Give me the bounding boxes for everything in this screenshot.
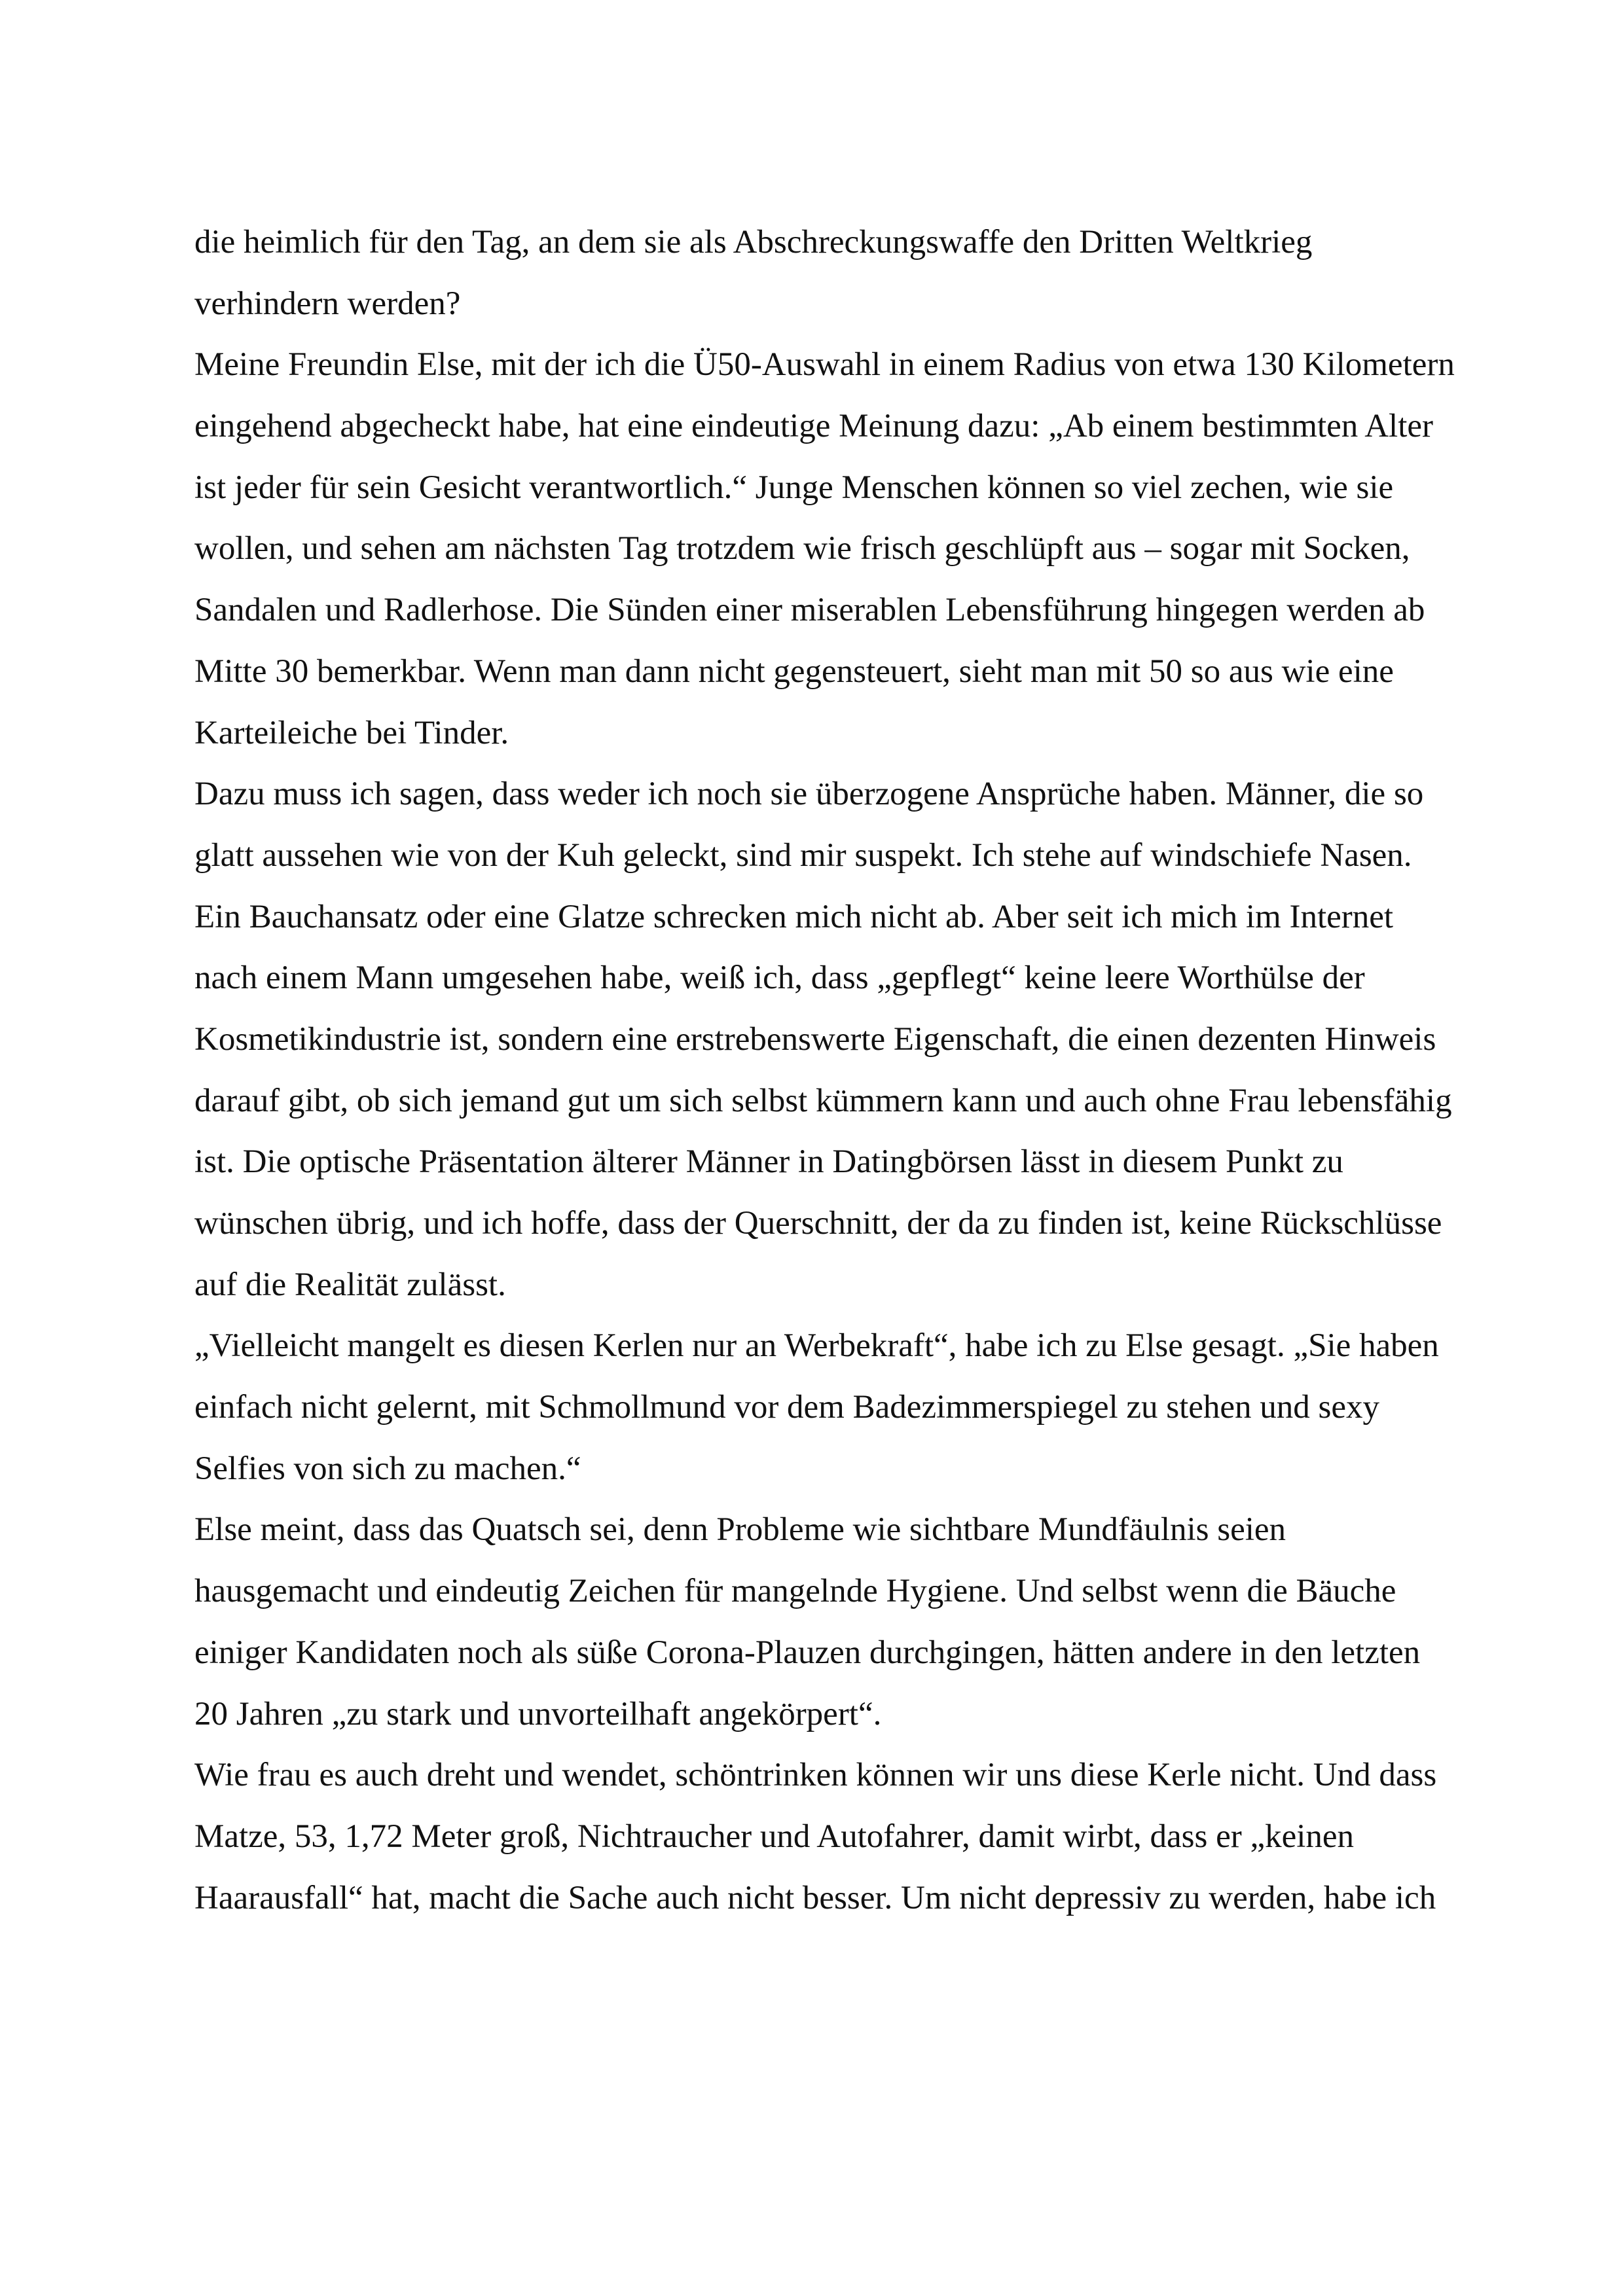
text-line: Haarausfall“ hat, macht die Sache auch nicht besser. Um nicht depressiv zu werden, habe ich <box>194 1879 1436 1916</box>
text-line: ist. Die optische Präsentation älterer Männer in Datingbörsen lässt in diesem Punkt zu <box>194 1143 1343 1181</box>
document-body <box>194 212 1471 1929</box>
text-line: Selfies von sich zu machen.“ <box>194 1450 581 1487</box>
text-line: glatt aussehen wie von der Kuh geleckt, sind mir suspekt. Ich stehe auf windschiefe Nasen. <box>194 836 1412 874</box>
text-line: auf die Realität zulässt. <box>194 1266 506 1303</box>
text-line: ist jeder für sein Gesicht verantwortlich.“ Junge Menschen können so viel zechen, wie sie <box>194 469 1394 506</box>
text-line: Sandalen und Radlerhose. Die Sünden einer miserablen Lebensführung hingegen werden ab <box>194 592 1425 629</box>
text-line: Ein Bauchansatz oder eine Glatze schrecken mich nicht ab. Aber seit ich mich im Internet <box>194 898 1394 935</box>
text-line: Else meint, dass das Quatsch sei, denn Probleme wie sichtbare Mundfäulnis seien <box>194 1511 1286 1549</box>
text-line: verhindern werden? <box>194 285 461 322</box>
text-line: Dazu muss ich sagen, dass weder ich noch sie überzogene Ansprüche haben. Männer, die so <box>194 776 1424 813</box>
text-line: 20 Jahren „zu stark und unvorteilhaft angekörpert“. <box>194 1695 882 1732</box>
text-line: nach einem Mann umgesehen habe, weiß ich, dass „gepflegt“ keine leere Worthülse der <box>194 960 1365 997</box>
text-line: Wie frau es auch dreht und wendet, schöntrinken können wir uns diese Kerle nicht. Und dass <box>194 1757 1437 1794</box>
text-line: wünschen übrig, und ich hoffe, dass der Querschnitt, der da zu finden ist, keine Rückschlüsse <box>194 1205 1442 1242</box>
text-line: eingehend abgecheckt habe, hat eine eindeutige Meinung dazu: „Ab einem bestimmten Alter <box>194 408 1433 445</box>
text-line: Kosmetikindustrie ist, sondern eine erstrebenswerte Eigenschaft, die einen dezenten Hinweis <box>194 1020 1436 1058</box>
text-line: Meine Freundin Else, mit der ich die Ü50-Auswahl in einem Radius von etwa 130 Kilometern <box>194 346 1455 384</box>
text-line: hausgemacht und eindeutig Zeichen für mangelnde Hygiene. Und selbst wenn die Bäuche <box>194 1573 1396 1610</box>
text-line: darauf gibt, ob sich jemand gut um sich selbst kümmern kann und auch ohne Frau lebensfähig <box>194 1082 1452 1119</box>
text-line: einiger Kandidaten noch als süße Corona-Plauzen durchgingen, hätten andere in den letzten <box>194 1634 1421 1671</box>
text-line: Matze, 53, 1,72 Meter groß, Nichtraucher und Autofahrer, damit wirbt, dass er „keinen <box>194 1818 1355 1855</box>
text-line: die heimlich für den Tag, an dem sie als Abschreckungswaffe den Dritten Weltkrieg <box>194 224 1313 260</box>
text-line: Karteileiche bei Tinder. <box>194 714 509 751</box>
text-line: einfach nicht gelernt, mit Schmollmund vor dem Badezimmerspiegel zu stehen und sexy <box>194 1389 1380 1426</box>
text-line: Mitte 30 bemerkbar. Wenn man dann nicht gegensteuert, sieht man mit 50 so aus wie eine <box>194 653 1394 690</box>
text-line: „Vielleicht mangelt es diesen Kerlen nur an Werbekraft“, habe ich zu Else gesagt. „Sie haben <box>194 1327 1439 1365</box>
text-line: wollen, und sehen am nächsten Tag trotzdem wie frisch geschlüpft aus – sogar mit Socken, <box>194 530 1410 567</box>
